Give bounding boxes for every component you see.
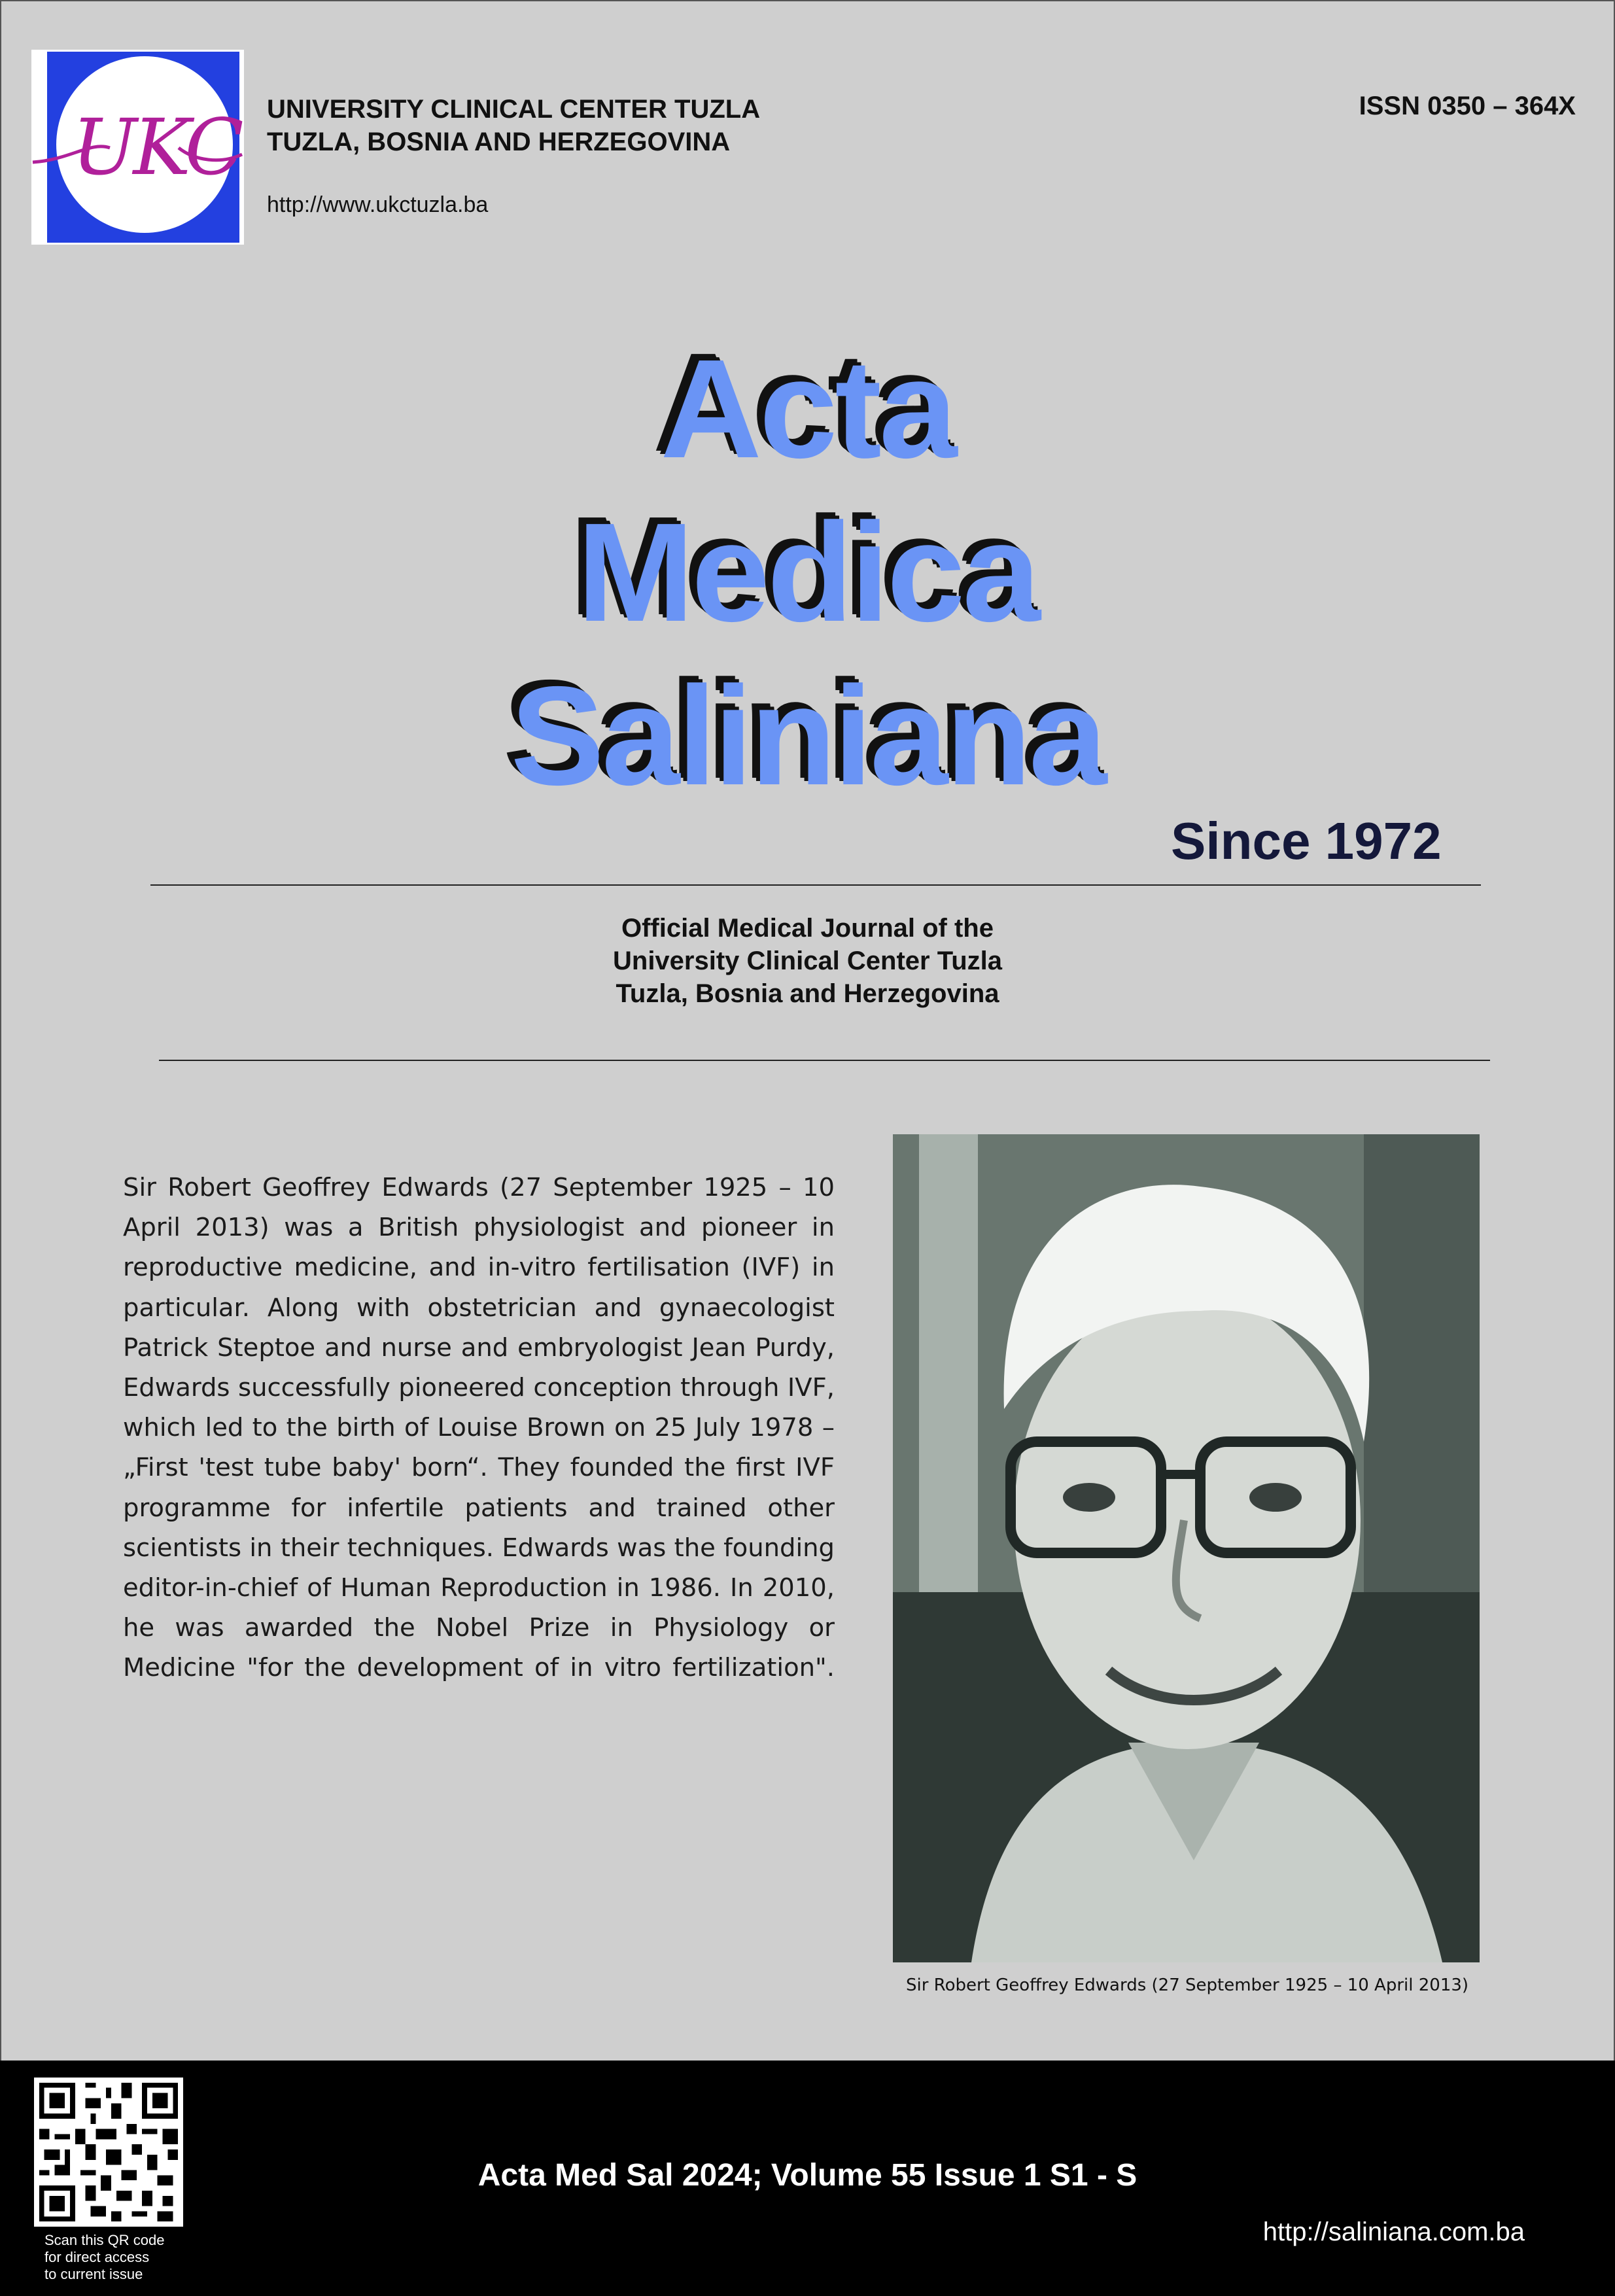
- issue-citation: Acta Med Sal 2024; Volume 55 Issue 1 S1 - S: [478, 2158, 1137, 2193]
- qr-note-line-2: for direct access: [44, 2249, 150, 2265]
- journal-title: [0, 327, 1615, 818]
- qr-note-line-3: to current issue: [44, 2266, 143, 2282]
- qr-code-icon[interactable]: [34, 2078, 183, 2227]
- institution-name: [267, 93, 760, 158]
- title-line-2: Medica: [577, 493, 1038, 651]
- photo-caption: Sir Robert Geoffrey Edwards (27 September 1925 – 10 April 2013): [906, 1975, 1469, 1995]
- portrait-illustration: [893, 1134, 1480, 1962]
- divider-top: [150, 884, 1481, 886]
- qr-note-line-1: Scan this QR code: [44, 2232, 165, 2248]
- title-line-3: Saliniana: [510, 657, 1105, 814]
- qr-note: [44, 2232, 201, 2283]
- portrait-photo: [893, 1134, 1480, 1962]
- subtitle-line-2: University Clinical Center Tuzla: [613, 947, 1002, 975]
- biography-text: Sir Robert Geoffrey Edwards (27 September 1925 – 10 April 2013) was a British physiologist and pioneer in reproductive medicine, and in-vitro fertilisation (IVF) in particular. Along with obstetrician and gynaecologist Patrick Steptoe and nurse and embryologist Jean Purdy, Edwards successfully pioneered conception through IVF, which led to the birth of Louise Brown on 25 July 1978 –„First 'test tube baby' born“. They founded the first IVF programme for infertile patients and trained other scientists in their techniques. Edwards was the founding editor-in-chief of Human Reproduction in 1986. In 2010, he was awarded the Nobel Prize in Physiology or Medicine "for the development of in vitro fertilization".: [123, 1173, 835, 1683]
- ukc-logo: [31, 50, 244, 245]
- issn-label: ISSN 0350 – 364X: [1359, 92, 1576, 120]
- journal-subtitle: [0, 912, 1615, 1010]
- institution-line-1: UNIVERSITY CLINICAL CENTER TUZLA: [267, 95, 761, 124]
- since-label: Since 1972: [1171, 812, 1442, 870]
- svg-text:UKC: UKC: [72, 102, 240, 192]
- title-line-1: Acta: [660, 330, 955, 487]
- divider-bottom: [159, 1060, 1490, 1061]
- subtitle-line-1: Official Medical Journal of the: [621, 914, 994, 943]
- journal-site-link[interactable]: http://saliniana.com.ba: [1262, 2218, 1525, 2246]
- subtitle-line-3: Tuzla, Bosnia and Herzegovina: [616, 979, 999, 1008]
- institution-url-link[interactable]: http://www.ukctuzla.ba: [267, 192, 489, 217]
- logo-signature-icon: [31, 50, 244, 245]
- institution-line-2: TUZLA, BOSNIA AND HERZEGOVINA: [267, 128, 731, 156]
